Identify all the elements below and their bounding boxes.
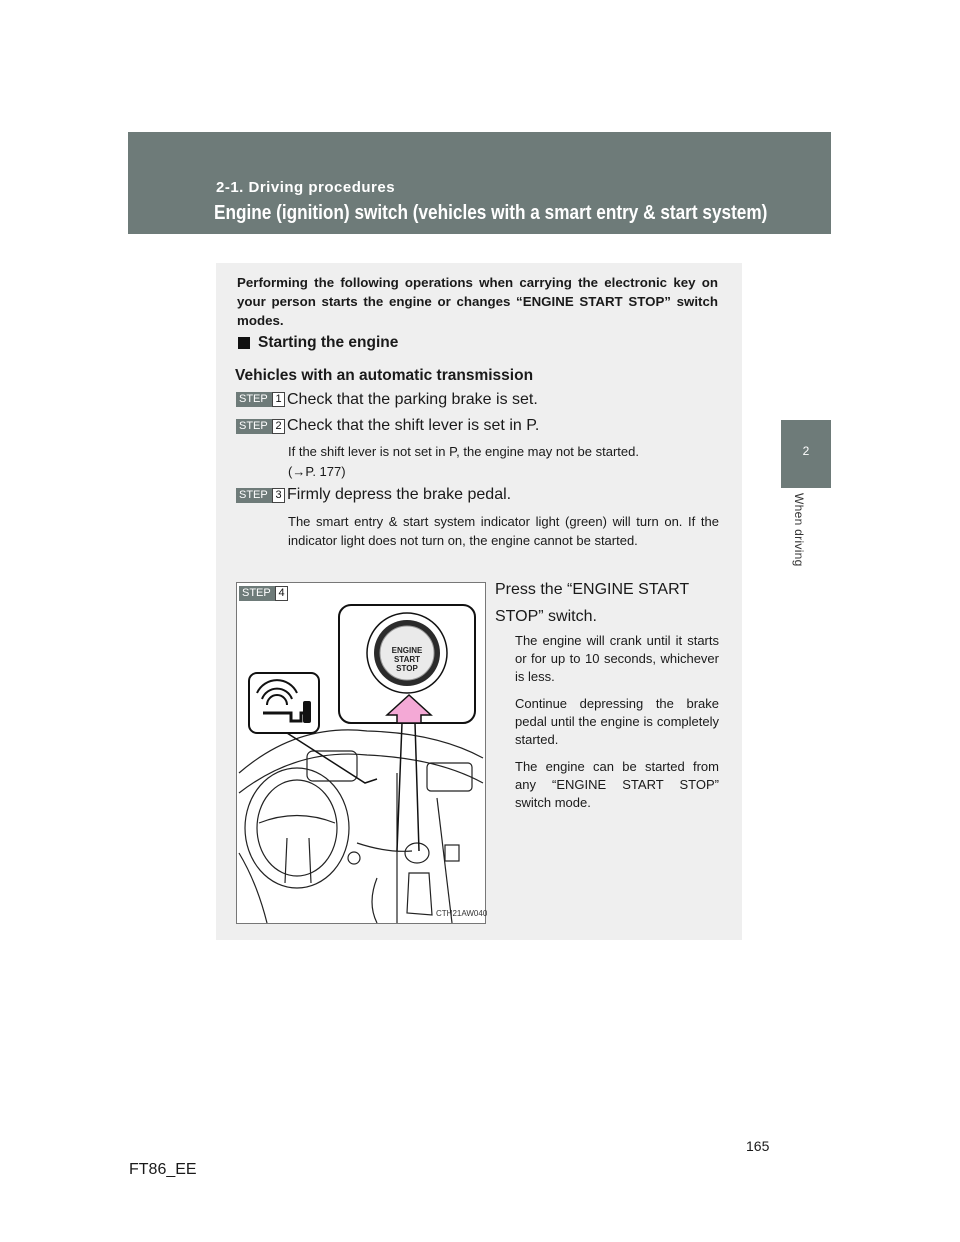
step-4-note: Continue depressing the brake pedal until the engine is completely started. (515, 696, 719, 747)
subheading (238, 334, 398, 352)
step-number: 1 (272, 392, 285, 407)
step-3-note: The smart entry & start system indicator light (green) will turn on. If the indicator light does not turn on, the engine cannot be started. (288, 514, 719, 548)
step-number: 3 (272, 488, 285, 503)
dashboard-illustration (236, 582, 486, 924)
step-badge-3 (236, 488, 285, 503)
page-title: Engine (ignition) switch (vehicles with a smart entry & start system) (214, 202, 768, 224)
step-4-notes (515, 632, 719, 821)
engine-start-stop-button[interactable] (379, 646, 435, 673)
step-3-text: Firmly depress the brake pedal. (287, 486, 512, 503)
subheading-text: Starting the engine (258, 334, 399, 351)
intro-paragraph: Performing the following operations when carrying the electronic key on your person starts the engine or changes “ENGINE START STOP” switch modes. (237, 275, 718, 328)
page-number: 165 (746, 1138, 770, 1154)
dashboard-drawing (237, 583, 488, 923)
button-label-line: ENGINE (391, 646, 423, 655)
chapter-label: When driving (792, 493, 806, 567)
step-word: STEP (236, 419, 272, 434)
vehicle-type-heading: Vehicles with an automatic transmission (235, 367, 534, 384)
step-badge-1 (236, 392, 285, 407)
step-2-text: Check that the shift lever is set in P. (287, 417, 540, 434)
step-word: STEP (239, 586, 275, 601)
image-code: CTH21AW040 (436, 909, 488, 918)
step-4-text: Press the “ENGINE START STOP” switch. (495, 581, 689, 625)
page-header (128, 132, 831, 234)
section-label: 2-1. Driving procedures (216, 179, 396, 196)
page-reference-link[interactable]: (→P. 177) (288, 464, 346, 479)
step-2-note: If the shift lever is not set in P, the engine may not be started. (288, 444, 639, 459)
step-word: STEP (236, 392, 272, 407)
step-number: 2 (272, 419, 285, 434)
step-4-note: The engine can be started from any “ENGINE START STOP” switch mode. (515, 759, 719, 810)
chapter-number: 2 (802, 444, 810, 458)
step-1-text: Check that the parking brake is set. (287, 391, 538, 408)
content-panel (216, 263, 742, 940)
button-label-line: START (393, 655, 421, 664)
square-bullet-icon (238, 337, 250, 349)
step-4-note: The engine will crank until it starts or for up to 10 seconds, whichever is less. (515, 633, 719, 684)
document-code: FT86_EE (129, 1161, 197, 1178)
step-word: STEP (236, 488, 272, 503)
chapter-tab[interactable] (781, 420, 831, 488)
step-badge-2 (236, 419, 285, 434)
step-number: 4 (275, 586, 288, 601)
button-label-line: STOP (396, 664, 418, 673)
